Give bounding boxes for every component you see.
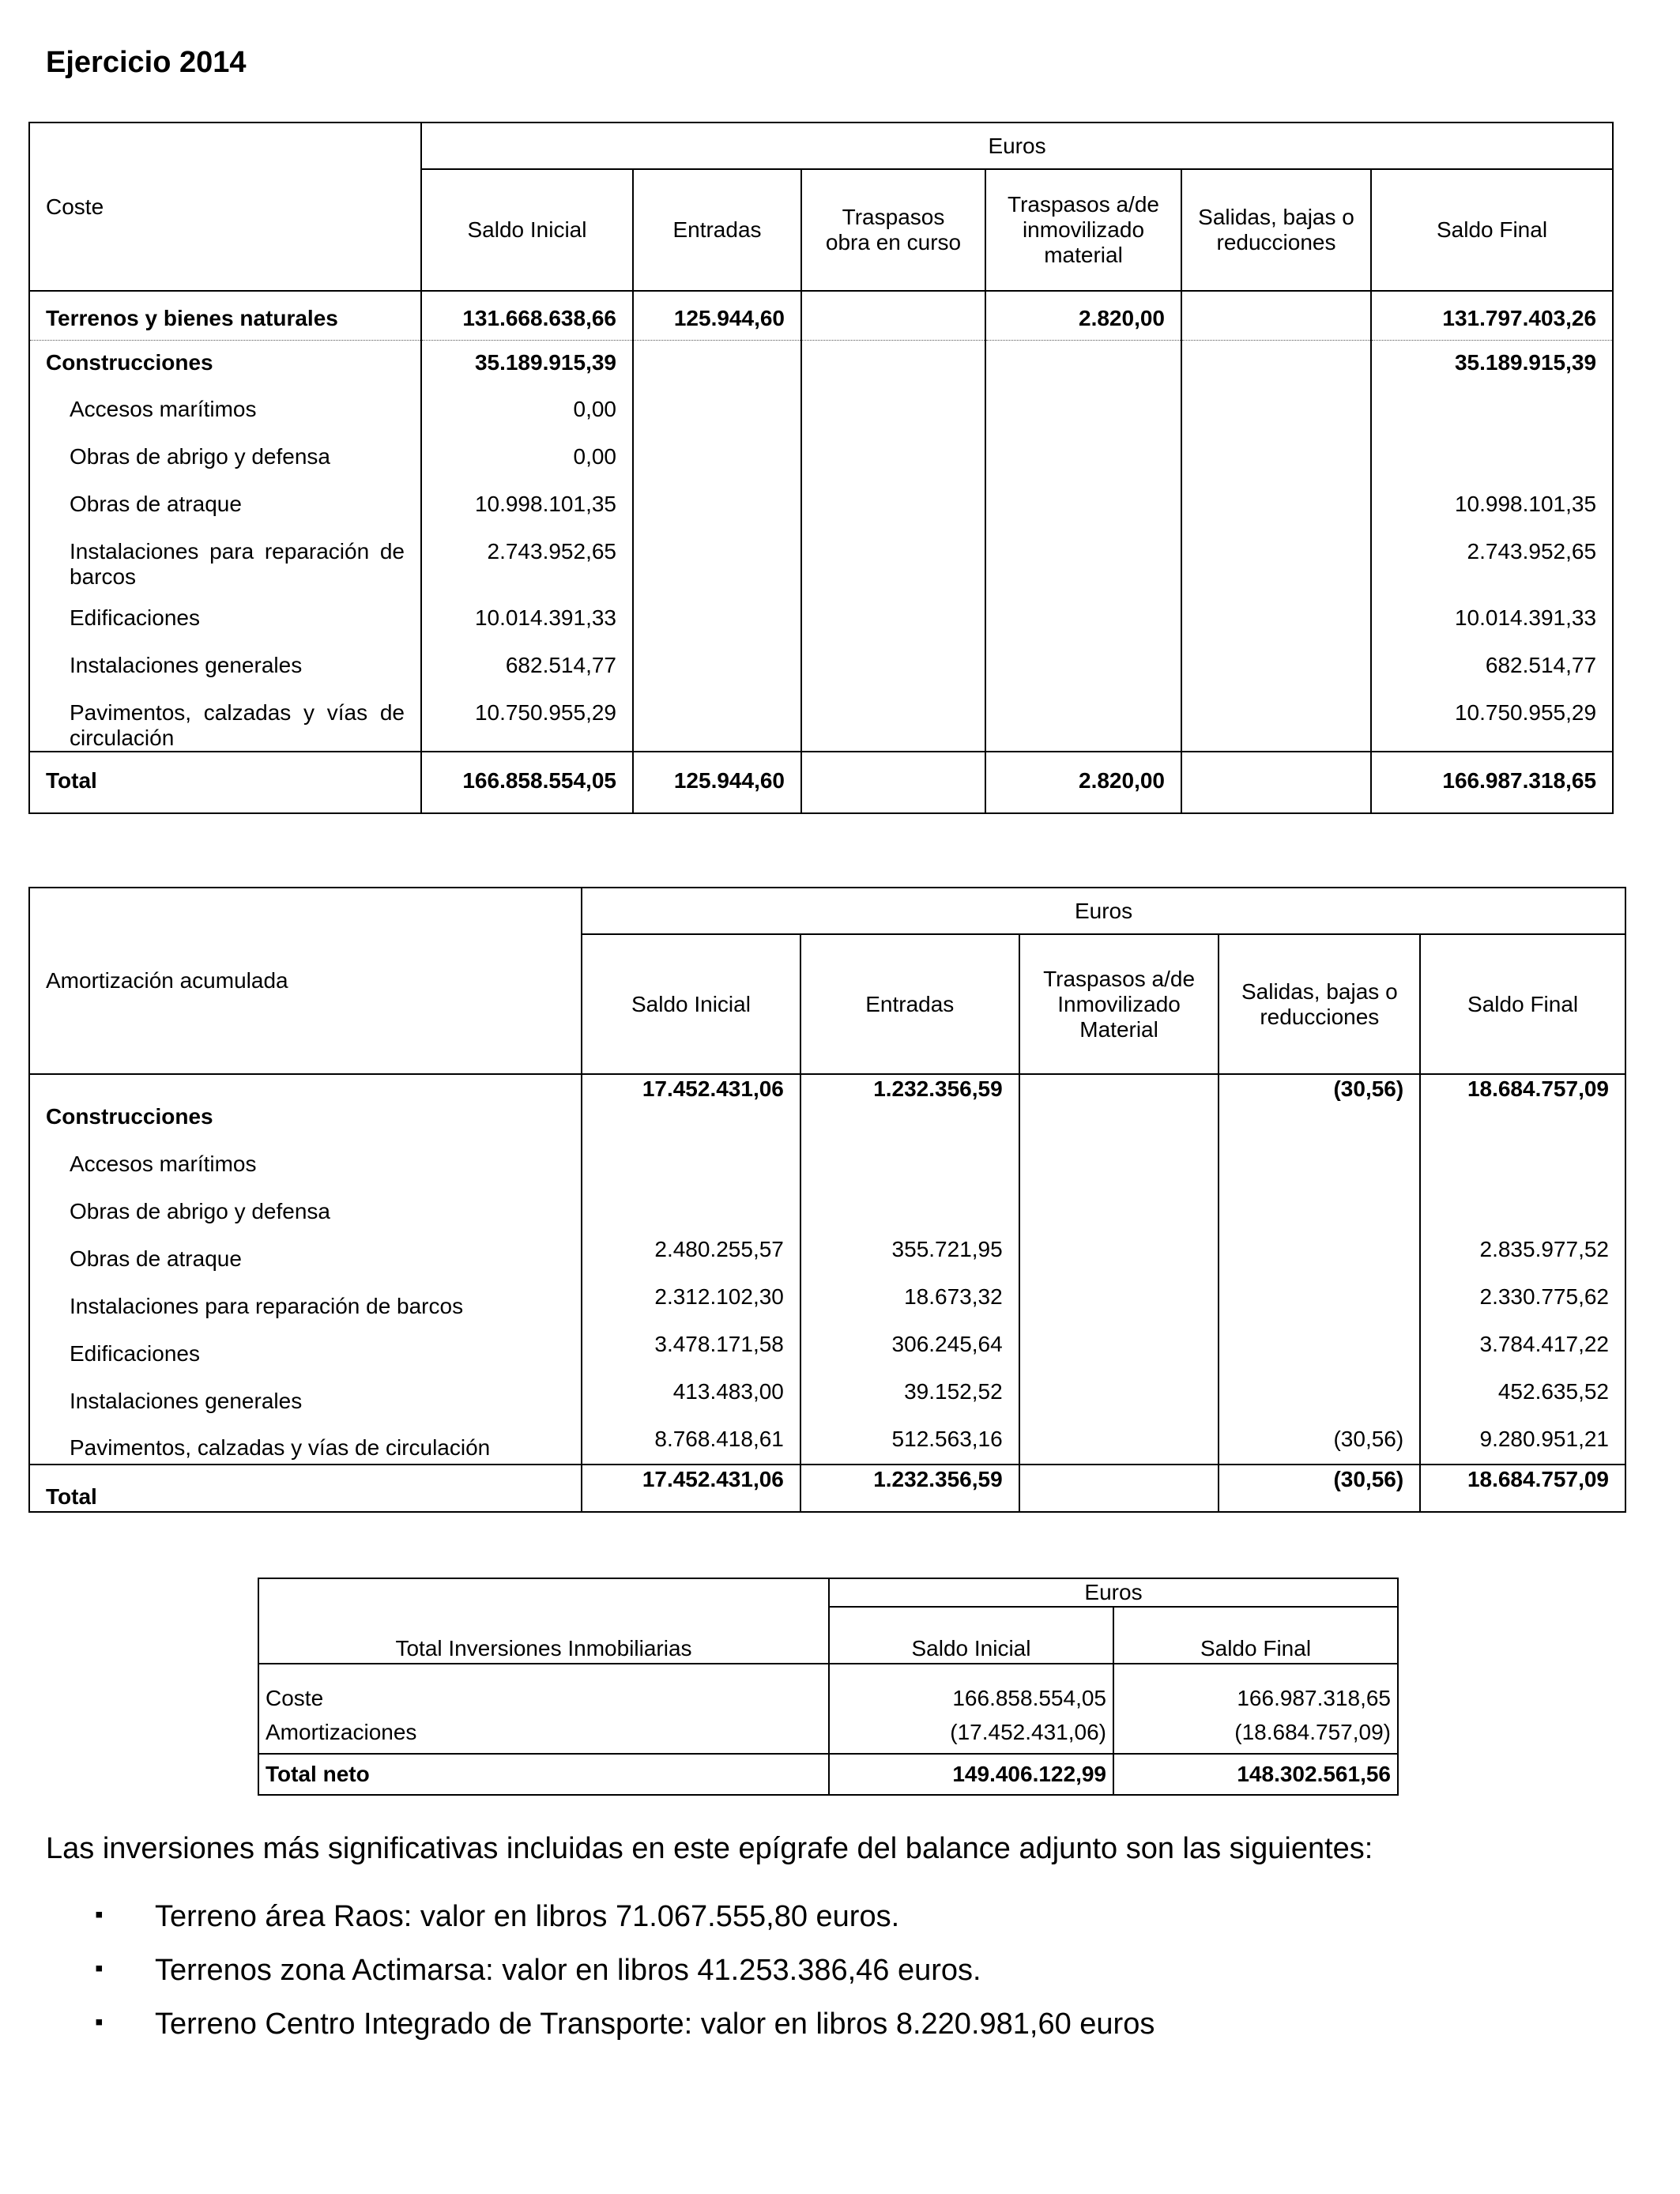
amort-cell (1019, 1417, 1219, 1465)
cost-cell (1181, 643, 1371, 691)
cost-row-label: Accesos marítimos (70, 397, 257, 421)
cost-cell: 10.014.391,33 (1371, 596, 1613, 643)
amort-col-header: Saldo Inicial (582, 934, 800, 1074)
cost-cell (1181, 596, 1371, 643)
cost-row-label: Pavimentos, calzadas y vías de circulación (70, 700, 405, 751)
cost-table (28, 122, 1614, 814)
amort-cell (1019, 1227, 1219, 1275)
amort-cell: 39.152,52 (800, 1370, 1019, 1417)
amort-row-header: Amortización acumulada (46, 968, 288, 993)
cost-cell (1181, 482, 1371, 530)
summary-cell: (18.684.757,09) (1113, 1711, 1398, 1754)
amort-row-label: Obras de atraque (70, 1246, 242, 1271)
amort-cell (800, 1180, 1019, 1227)
amort-cell: 2.835.977,52 (1420, 1227, 1625, 1275)
amort-total-cell: (30,56) (1219, 1465, 1420, 1512)
cost-cell (633, 596, 801, 643)
summary-euros-header: Euros (829, 1578, 1398, 1607)
cost-cell: 131.797.403,26 (1371, 291, 1613, 340)
amort-cell (1019, 1180, 1219, 1227)
cost-cell (1181, 691, 1371, 752)
cost-total-cell: 166.987.318,65 (1371, 752, 1613, 813)
summary-cell: (17.452.431,06) (829, 1711, 1113, 1754)
amort-cell (582, 1133, 800, 1180)
list-item: ▪ Terrenos zona Actimarsa: valor en libros 41.253.386,46 euros. (95, 1954, 1155, 2007)
investment-list (95, 1900, 1155, 2061)
cost-total-label: Total (46, 768, 97, 794)
cost-row-label: Obras de atraque (70, 492, 242, 516)
amort-cell: 355.721,95 (800, 1227, 1019, 1275)
amort-cell (1420, 1133, 1625, 1180)
cost-cell: 35.189.915,39 (421, 340, 633, 387)
cost-cell (985, 596, 1181, 643)
summary-cell: 166.858.554,05 (829, 1664, 1113, 1711)
amort-col-header: Entradas (800, 934, 1019, 1074)
amort-total-cell: 18.684.757,09 (1420, 1465, 1625, 1512)
amort-cell (1019, 1074, 1219, 1133)
amort-cell (1019, 1322, 1219, 1370)
amort-cell: 8.768.418,61 (582, 1417, 800, 1465)
amort-total-cell: 1.232.356,59 (800, 1465, 1019, 1512)
amort-cell: 3.784.417,22 (1420, 1322, 1625, 1370)
amort-row-label: Accesos marítimos (70, 1152, 257, 1176)
cost-cell (985, 387, 1181, 435)
cost-cell (1181, 340, 1371, 387)
amort-row-label: Instalaciones para reparación de barcos (70, 1294, 464, 1318)
cost-row-label: Instalaciones generales (70, 653, 303, 677)
cost-cell: 10.998.101,35 (421, 482, 633, 530)
cost-cell (801, 291, 985, 340)
amort-cell: (30,56) (1219, 1074, 1420, 1133)
amort-cell: 2.312.102,30 (582, 1275, 800, 1322)
summary-total-cell: 149.406.122,99 (829, 1754, 1113, 1795)
cost-cell (985, 530, 1181, 596)
amortization-table (28, 887, 1626, 1513)
amort-row-label: Construcciones (46, 1104, 213, 1129)
cost-cell: 131.668.638,66 (421, 291, 633, 340)
cost-cell (801, 387, 985, 435)
cost-col-header: Salidas, bajas o reducciones (1181, 169, 1371, 291)
cost-row-label: Edificaciones (70, 605, 200, 630)
cost-cell (985, 482, 1181, 530)
cost-row-header: Coste (46, 194, 104, 219)
cost-cell (801, 596, 985, 643)
cost-cell: 682.514,77 (1371, 643, 1613, 691)
cost-cell: 0,00 (421, 387, 633, 435)
cost-cell (801, 435, 985, 482)
cost-cell (633, 482, 801, 530)
amort-col-header: Saldo Final (1420, 934, 1625, 1074)
cost-cell: 0,00 (421, 435, 633, 482)
amort-row-label: Pavimentos, calzadas y vías de circulación (70, 1435, 491, 1460)
amort-col-header: Traspasos a/de Inmovilizado Material (1019, 934, 1219, 1074)
amort-cell (1019, 1275, 1219, 1322)
summary-row-header: Total Inversiones Inmobiliarias (395, 1636, 692, 1661)
cost-total-cell: 2.820,00 (985, 752, 1181, 813)
cost-cell (633, 530, 801, 596)
cost-total-cell: 166.858.554,05 (421, 752, 633, 813)
cost-col-header: Traspasos obra en curso (801, 169, 985, 291)
cost-cell (633, 691, 801, 752)
cost-cell (633, 387, 801, 435)
amort-row-label: Obras de abrigo y defensa (70, 1199, 330, 1223)
amort-cell (1219, 1370, 1420, 1417)
amort-cell: 413.483,00 (582, 1370, 800, 1417)
cost-cell (633, 435, 801, 482)
amort-cell (800, 1133, 1019, 1180)
amort-total-label: Total (46, 1484, 97, 1509)
amort-cell (1420, 1180, 1625, 1227)
amort-cell: 17.452.431,06 (582, 1074, 800, 1133)
amort-cell: (30,56) (1219, 1417, 1420, 1465)
amort-cell: 2.330.775,62 (1420, 1275, 1625, 1322)
cost-cell: 10.998.101,35 (1371, 482, 1613, 530)
cost-cell (985, 435, 1181, 482)
amort-cell (1219, 1227, 1420, 1275)
cost-cell (1371, 387, 1613, 435)
amort-cell: 2.480.255,57 (582, 1227, 800, 1275)
amort-row-label: Instalaciones generales (70, 1389, 303, 1413)
cost-cell (633, 643, 801, 691)
amort-cell: 306.245,64 (800, 1322, 1019, 1370)
amort-cell (1219, 1275, 1420, 1322)
cost-cell: 35.189.915,39 (1371, 340, 1613, 387)
cost-cell (801, 691, 985, 752)
cost-col-header: Saldo Inicial (421, 169, 633, 291)
cost-cell: 2.820,00 (985, 291, 1181, 340)
cost-cell (1181, 387, 1371, 435)
cost-row-label: Terrenos y bienes naturales (29, 291, 421, 340)
amort-cell (1019, 1133, 1219, 1180)
list-item: ▪ Terreno Centro Integrado de Transporte: valor en libros 8.220.981,60 euros (95, 2007, 1155, 2061)
cost-cell (985, 691, 1181, 752)
amort-cell (1219, 1180, 1420, 1227)
cost-cell (1181, 530, 1371, 596)
cost-cell (633, 340, 801, 387)
cost-cell: 10.014.391,33 (421, 596, 633, 643)
cost-cell (1371, 435, 1613, 482)
amort-cell (582, 1180, 800, 1227)
list-item: ▪ Terreno área Raos: valor en libros 71.067.555,80 euros. (95, 1900, 1155, 1954)
amort-euros-header: Euros (582, 888, 1625, 934)
summary-col-header: Saldo Final (1113, 1607, 1398, 1664)
summary-row-label: Coste (266, 1686, 324, 1710)
cost-col-header: Traspasos a/de inmovilizado material (985, 169, 1181, 291)
amort-cell: 1.232.356,59 (800, 1074, 1019, 1133)
amort-col-header: Salidas, bajas o reducciones (1219, 934, 1420, 1074)
cost-row-label: Construcciones (46, 349, 213, 375)
summary-total-label: Total neto (266, 1762, 370, 1786)
cost-cell: 125.944,60 (633, 291, 801, 340)
amort-cell (1219, 1133, 1420, 1180)
cost-cell: 10.750.955,29 (421, 691, 633, 752)
page-title: Ejercicio 2014 (46, 46, 247, 79)
cost-total-cell (1181, 752, 1371, 813)
cost-cell: 2.743.952,65 (421, 530, 633, 596)
cost-row-label: Instalaciones para reparación de barcos (70, 539, 405, 590)
cost-cell (985, 643, 1181, 691)
cost-total-cell (801, 752, 985, 813)
cost-cell: 682.514,77 (421, 643, 633, 691)
intro-paragraph: Las inversiones más significativas incluidas en este epígrafe del balance adjunto son las siguientes: (46, 1832, 1373, 1865)
cost-cell (801, 530, 985, 596)
cost-cell (1181, 291, 1371, 340)
cost-total-cell: 125.944,60 (633, 752, 801, 813)
amort-cell: 452.635,52 (1420, 1370, 1625, 1417)
amort-cell (1219, 1322, 1420, 1370)
cost-cell (801, 482, 985, 530)
summary-cell: 166.987.318,65 (1113, 1664, 1398, 1711)
cost-euros-header: Euros (421, 123, 1613, 169)
cost-col-header: Entradas (633, 169, 801, 291)
cost-cell (985, 340, 1181, 387)
amort-cell (1019, 1370, 1219, 1417)
cost-col-header: Saldo Final (1371, 169, 1613, 291)
amort-total-cell (1019, 1465, 1219, 1512)
cost-cell: 10.750.955,29 (1371, 691, 1613, 752)
cost-cell: 2.743.952,65 (1371, 530, 1613, 596)
amort-cell: 512.563,16 (800, 1417, 1019, 1465)
amort-cell: 3.478.171,58 (582, 1322, 800, 1370)
cost-row-label: Obras de abrigo y defensa (70, 444, 330, 469)
cost-cell (801, 340, 985, 387)
amort-cell: 18.673,32 (800, 1275, 1019, 1322)
summary-total-cell: 148.302.561,56 (1113, 1754, 1398, 1795)
amort-row-label: Edificaciones (70, 1341, 200, 1366)
amort-cell: 9.280.951,21 (1420, 1417, 1625, 1465)
cost-cell (801, 643, 985, 691)
cost-cell (1181, 435, 1371, 482)
summary-col-header: Saldo Inicial (829, 1607, 1113, 1664)
amort-total-cell: 17.452.431,06 (582, 1465, 800, 1512)
summary-table (258, 1578, 1399, 1796)
amort-cell: 18.684.757,09 (1420, 1074, 1625, 1133)
summary-row-label: Amortizaciones (266, 1719, 417, 1744)
